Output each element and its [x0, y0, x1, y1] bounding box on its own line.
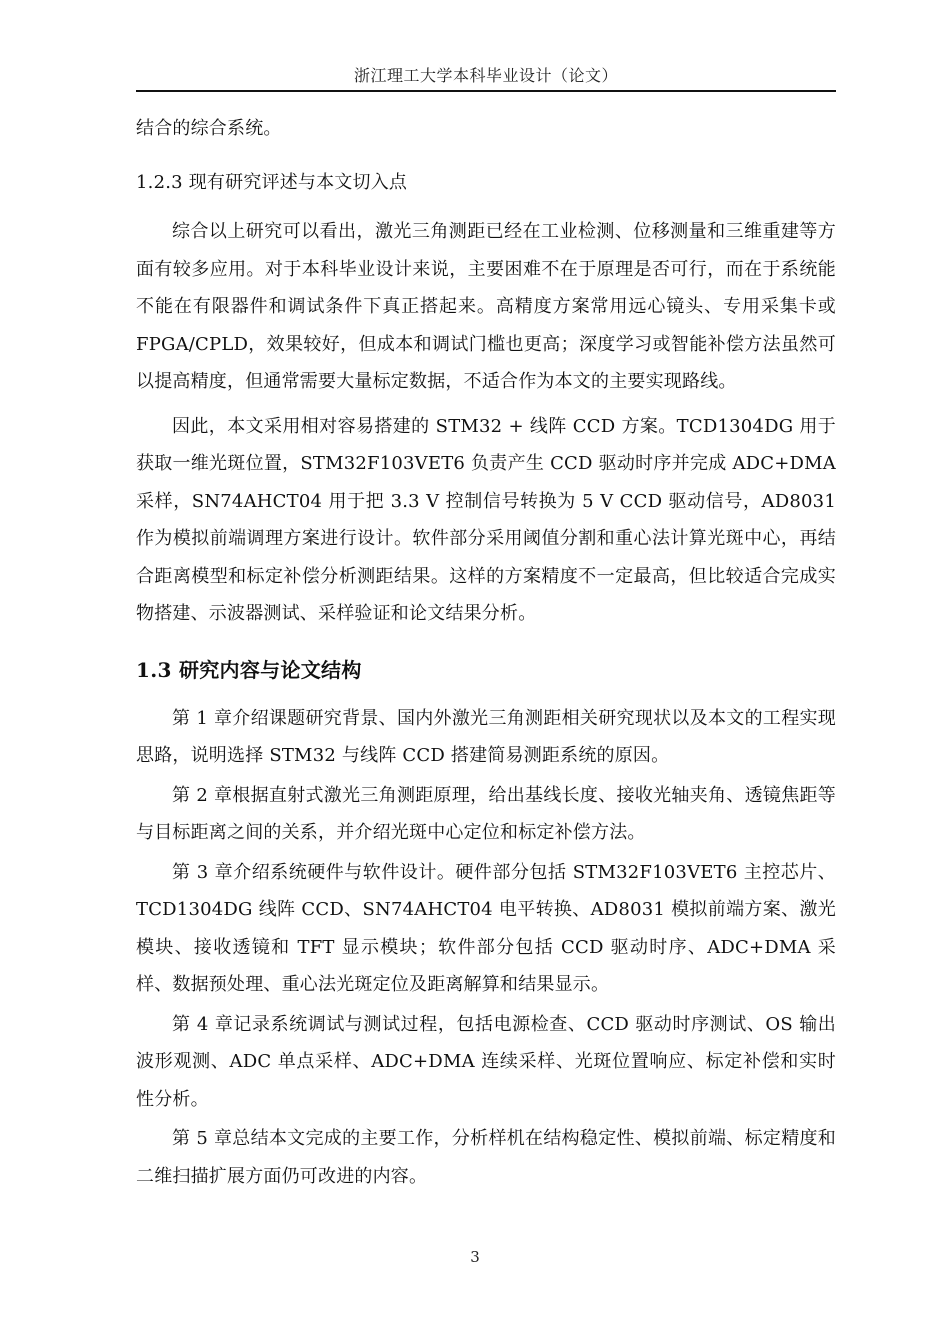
chapter-5-summary: 第 5 章总结本文完成的主要工作，分析样机在结构稳定性、模拟前端、标定精度和二维扫描扩展方面仍可改进的内容。 [136, 1128, 836, 1187]
page-content [136, 110, 836, 1195]
chapter-1-summary: 第 1 章介绍课题研究背景、国内外激光三角测距相关研究现状以及本文的工程实现思路，说明选择 STM32 与线阵 CCD 搭建简易测距系统的原因。 [136, 707, 836, 766]
header-title: 浙江理工大学本科毕业设计（论文） [353, 66, 618, 85]
page-header [136, 62, 836, 92]
intro-tail-paragraph: 结合的综合系统。 [136, 118, 282, 139]
chapter-4-summary: 第 4 章记录系统调试与测试过程，包括电源检查、CCD 驱动时序测试、OS 输出波形观测、ADC 单点采样、ADC+DMA 连续采样、光斑位置响应、标定补偿和实时性分析。 [136, 1013, 836, 1110]
section-1-2-3-heading: 1.2.3 现有研究评述与本文切入点 [136, 171, 408, 193]
chapter-3-summary: 第 3 章介绍系统硬件与软件设计。硬件部分包括 STM32F103VET6 主控芯片、TCD1304DG 线阵 CCD、SN74AHCT04 电平转换、AD8031 模拟前端方案、激光模块、接收透镜和 TFT 显示模块；软件部分包括 CCD 驱动时序、ADC+DMA 采样、数据预处理、重心法光斑定位及距离解算和结果显示。 [136, 861, 836, 995]
section-1-2-3-paragraph-2: 因此，本文采用相对容易搭建的 STM32 + 线阵 CCD 方案。TCD1304DG 用于获取一维光斑位置，STM32F103VET6 负责产生 CCD 驱动时序并完成 ADC+DMA 采样，SN74AHCT04 用于把 3.3 V 控制信号转换为 5 V CCD 驱动信号，AD8031 作为模拟前端调理方案进行设计。软件部分采用阈值分割和重心法计算光斑中心，再结合距离模型和标定补偿分析测距结果。这样的方案精度不一定最高，但比较适合完成实物搭建、示波器测试、采样验证和论文结果分析。 [136, 415, 836, 624]
chapter-2-summary: 第 2 章根据直射式激光三角测距原理，给出基线长度、接收光轴夹角、透镜焦距等与目标距离之间的关系，并介绍光斑中心定位和标定补偿方法。 [136, 784, 836, 843]
page-number: 3 [470, 1248, 480, 1266]
section-1-3-heading: 1.3 研究内容与论文结构 [136, 657, 362, 682]
section-1-2-3-paragraph-1: 综合以上研究可以看出，激光三角测距已经在工业检测、位移测量和三维重建等方面有较多应用。对于本科毕业设计来说，主要困难不在于原理是否可行，而在于系统能不能在有限器件和调试条件下真正搭起来。高精度方案常用远心镜头、专用采集卡或 FPGA/CPLD，效果较好，但成本和调试门槛也更高；深度学习或智能补偿方法虽然可以提高精度，但通常需要大量标定数据，不适合作为本文的主要实现路线。 [136, 221, 836, 392]
